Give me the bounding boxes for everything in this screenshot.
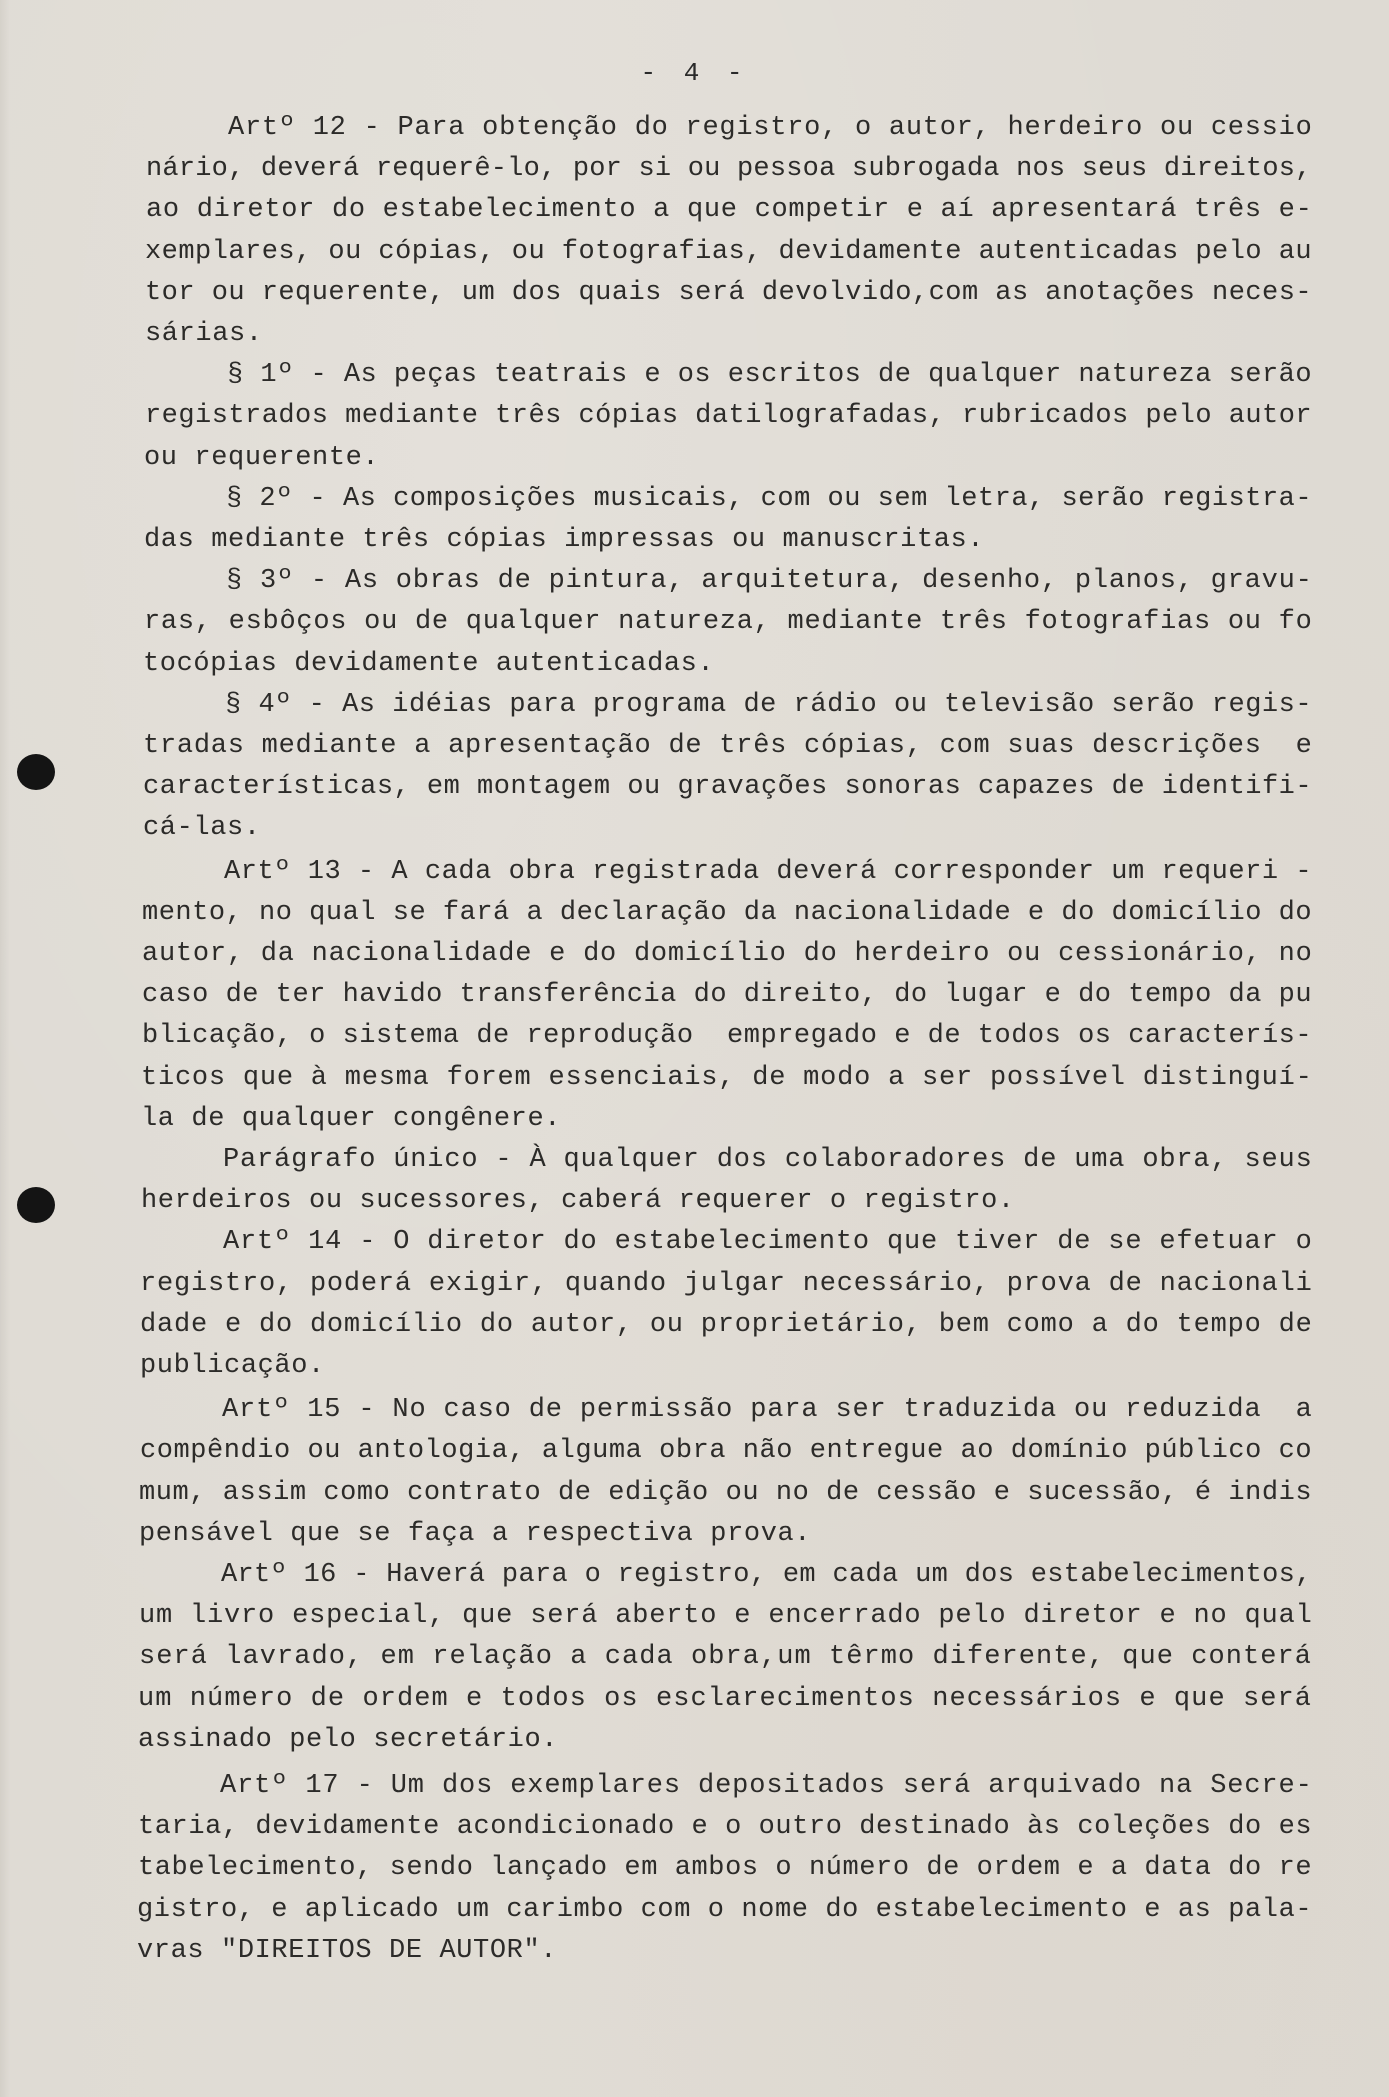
text-line: um número de ordem e todos os esclarecimentos necessários e que será: [138, 1684, 1313, 1714]
paragraph-first-line: Artº 17 - Um dos exemplares depositados será arquivado na Secre-: [220, 1771, 1313, 1801]
text-line: cá-las.: [143, 813, 261, 843]
paragraph-first-line: § 3º - As obras de pintura, arquitetura, desenho, planos, gravu-: [226, 566, 1313, 596]
text-line: nário, deverá requerê-lo, por si ou pessoa subrogada nos seus direitos,: [146, 154, 1312, 184]
paragraph-first-line: § 4º - As idéias para programa de rádio ou televisão serão regis-: [225, 690, 1313, 720]
text-line: ou requerente.: [144, 443, 380, 473]
paragraph-first-line: Artº 12 - Para obtenção do registro, o autor, herdeiro ou cessio: [228, 113, 1313, 143]
text-line: assinado pelo secretário.: [138, 1725, 559, 1755]
text-line: será lavrado, em relação a cada obra,um têrmo diferente, que conterá: [139, 1642, 1313, 1672]
text-line: tor ou requerente, um dos quais será devolvido,com as anotações neces-: [145, 278, 1313, 308]
text-line: ao diretor do estabelecimento a que competir e aí apresentará três e-: [146, 195, 1313, 225]
text-line: das mediante três cópias impressas ou manuscritas.: [144, 525, 985, 555]
text-line: autor, da nacionalidade e do domicílio do herdeiro ou cessionário, no: [142, 939, 1313, 969]
text-line: mento, no qual se fará a declaração da nacionalidade e do domicílio do: [142, 898, 1313, 928]
text-line: dade e do domicílio do autor, ou proprietário, bem como a do tempo de: [140, 1310, 1313, 1340]
text-line: la de qualquer congênere.: [141, 1104, 562, 1134]
page-number: - 4 -: [640, 58, 749, 88]
paragraph-first-line: Artº 16 - Haverá para o registro, em cada um dos estabelecimentos,: [221, 1560, 1312, 1590]
text-line: xemplares, ou cópias, ou fotografias, devidamente autenticadas pelo au: [145, 237, 1313, 267]
text-line: blicação, o sistema de reprodução empregado e de todos os caracterís-: [142, 1021, 1313, 1051]
binder-hole: [17, 754, 55, 790]
text-line: publicação.: [140, 1351, 325, 1381]
text-line: mum, assim como contrato de edição ou no de cessão e sucessão, é indis: [139, 1478, 1313, 1508]
paragraph-first-line: Artº 14 - O diretor do estabelecimento que tiver de se efetuar o: [223, 1227, 1313, 1257]
text-line: vras "DIREITOS DE AUTOR".: [137, 1936, 558, 1966]
paragraph-first-line: Artº 13 - A cada obra registrada deverá corresponder um requeri -: [224, 857, 1313, 887]
text-line: características, em montagem ou gravações sonoras capazes de identifi-: [143, 772, 1313, 802]
paragraph-first-line: § 2º - As composições musicais, com ou sem letra, serão registra-: [226, 484, 1313, 514]
text-line: herdeiros ou sucessores, caberá requerer o registro.: [141, 1186, 1015, 1216]
binder-hole: [17, 1187, 55, 1223]
text-line: taria, devidamente acondicionado e o outro destinado às coleções do es: [138, 1812, 1313, 1842]
text-line: tabelecimento, sendo lançado em ambos o número de ordem e a data do re: [138, 1853, 1313, 1883]
text-line: ras, esbôços ou de qualquer natureza, mediante três fotografias ou fo: [144, 607, 1313, 637]
paragraph-first-line: Parágrafo único - À qualquer dos colaboradores de uma obra, seus: [223, 1145, 1313, 1175]
text-line: registrados mediante três cópias datilografadas, rubricados pelo autor: [145, 401, 1313, 431]
text-line: um livro especial, que será aberto e encerrado pelo diretor e no qual: [139, 1601, 1313, 1631]
text-line: tradas mediante a apresentação de três cópias, com suas descrições e: [143, 731, 1313, 761]
paragraph-first-line: § 1º - As peças teatrais e os escritos de qualquer natureza serão: [227, 360, 1313, 390]
text-line: ticos que à mesma forem essenciais, de modo a ser possível distinguí-: [141, 1063, 1313, 1093]
paragraph-first-line: Artº 15 - No caso de permissão para ser traduzida ou reduzida a: [222, 1395, 1313, 1425]
text-line: tocópias devidamente autenticadas.: [143, 649, 715, 679]
text-line: caso de ter havido transferência do direito, do lugar e do tempo da pu: [142, 980, 1313, 1010]
text-line: gistro, e aplicado um carimbo com o nome do estabelecimento e as pala-: [137, 1895, 1313, 1925]
text-line: pensável que se faça a respectiva prova.: [139, 1519, 812, 1549]
text-line: registro, poderá exigir, quando julgar necessário, prova de nacionali: [140, 1269, 1313, 1299]
text-line: sárias.: [145, 319, 263, 349]
text-line: compêndio ou antologia, alguma obra não entregue ao domínio público co: [140, 1436, 1313, 1466]
